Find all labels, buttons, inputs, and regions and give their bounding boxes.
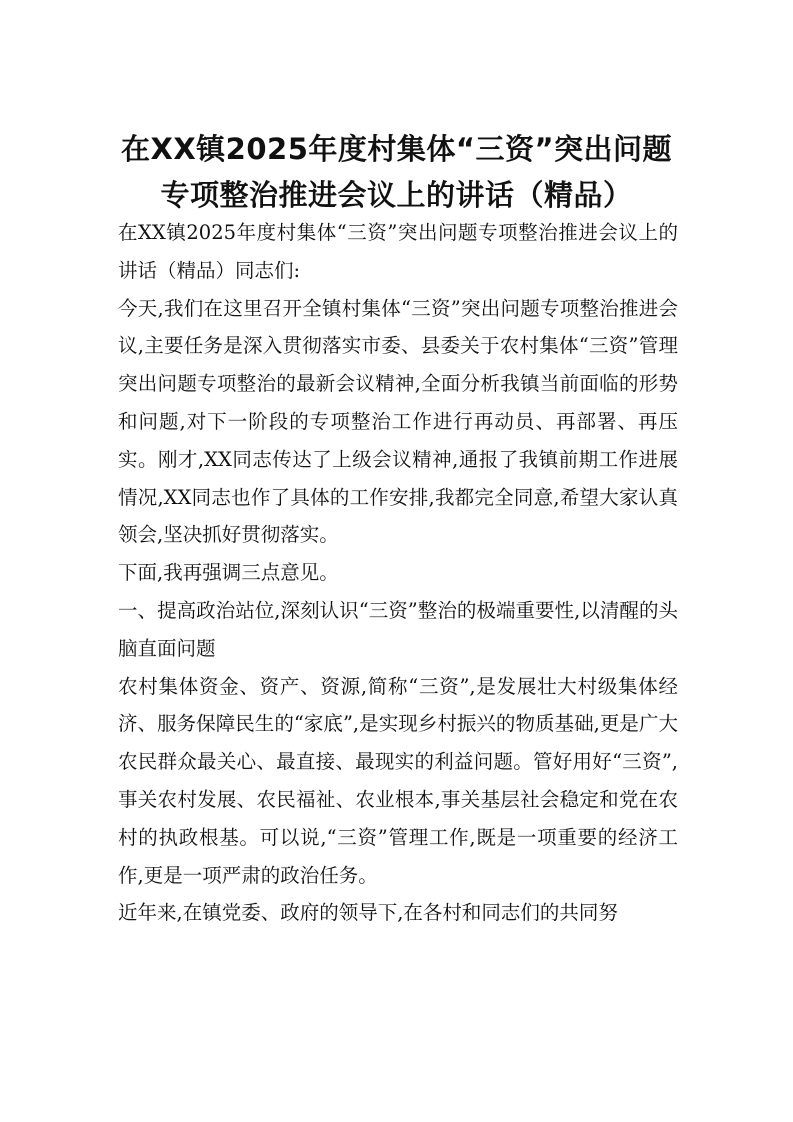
paragraph-opening: 今天,我们在这里召开全镇村集体“三资”突出问题专项整治推进会议,主要任务是深入贯彻落实市委、县委关于农村集体“三资”管理突出问题专项整治的最新会议精神,全面分析我镇当前面临的形势和问题,对下一阶段的专项整治工作进行再动员、再部署、再压实。刚才,XX同志传达了上级会议精神,通报了我镇前期工作进展情况,XX同志也作了具体的工作安排,我都完全同意,希望大家认真领会,坚决抓好贯彻落实。: [118, 296, 678, 547]
paragraph-greeting: 在XX镇2025年度村集体“三资”突出问题专项整治推进会议上的讲话（精品）同志们:: [118, 221, 678, 282]
title-line-1: 在XX镇2025年度村集体“三资”突出问题: [120, 132, 673, 166]
paragraph-sanzi-definition: 农村集体资金、资产、资源,简称“三资”,是发展壮大村级集体经济、服务保障民生的“家底”,是实现乡村振兴的物质基础,更是广大农民群众最关心、最直接、最现实的利益问题。管好用好“三资”,事关农村发展、农民福祉、农业根本,事关基层社会稳定和党在农村的执政根基。可以说,“三资”管理工作,既是一项重要的经济工作,更是一项严肃的政治任务。: [118, 674, 678, 887]
document-body: [118, 214, 678, 932]
document-title: [100, 126, 693, 218]
title-line-2: 专项整治推进会议上的讲话（精品）: [160, 178, 633, 212]
section-heading-1: 一、提高政治站位,深刻认识“三资”整治的极端重要性,以清醒的头脑直面问题: [118, 598, 678, 660]
paragraph-recent-years: 近年来,在镇党委、政府的领导下,在各村和同志们的共同努: [118, 901, 618, 925]
paragraph-transition: 下面,我再强调三点意见。: [118, 561, 339, 585]
